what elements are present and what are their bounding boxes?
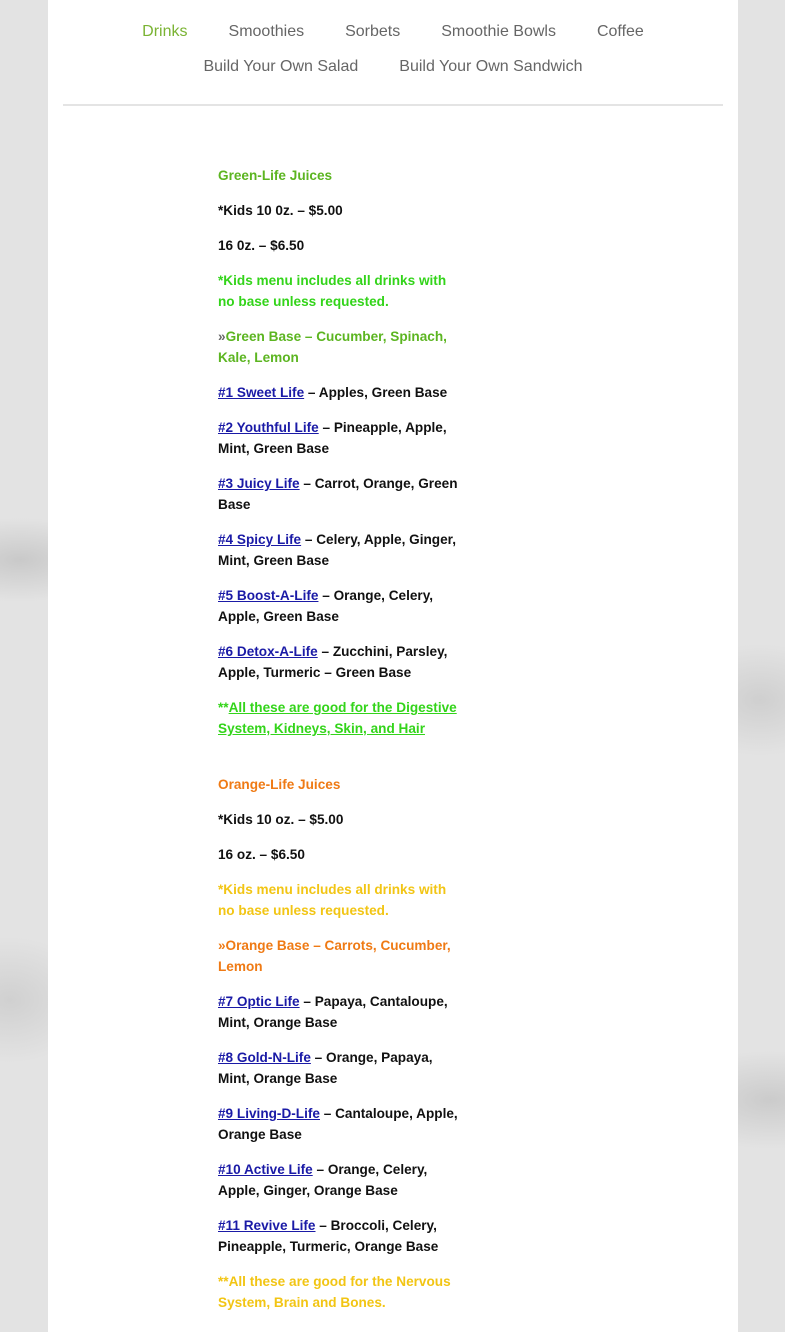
nav-row-primary — [63, 21, 723, 43]
orange-section-heading: Orange-Life Juices — [218, 777, 341, 792]
green-benefit-link[interactable]: All these are good for the Digestive System, Kidneys, Skin, and Hair — [218, 700, 457, 736]
green-benefit-note — [218, 697, 458, 739]
menu-item-link[interactable]: #1 Sweet Life — [218, 385, 305, 400]
menu-item-desc: – Zucchini, Parsley, Apple, Turmeric – Green Base — [218, 644, 448, 680]
orange-base-description: »Orange Base – Carrots, Cucumber, Lemon — [218, 938, 451, 974]
nav-item-sorbets[interactable]: Sorbets — [345, 23, 401, 40]
nav-item-drinks[interactable]: Drinks — [142, 23, 188, 40]
nav-item-build-sandwich[interactable]: Build Your Own Sandwich — [399, 58, 583, 75]
green-section-heading: Green-Life Juices — [218, 168, 333, 183]
green-benefit-prefix: ** — [218, 700, 229, 715]
menu-item-desc: – Apples, Green Base — [304, 385, 448, 400]
nav-item-build-salad[interactable]: Build Your Own Salad — [203, 58, 359, 75]
menu-item — [218, 473, 458, 515]
page-container — [48, 0, 738, 1332]
menu-item — [218, 585, 458, 627]
section-spacer — [218, 753, 458, 774]
main-navigation — [63, 0, 723, 106]
menu-item-desc: – Orange, Papaya, Mint, Orange Base — [218, 1050, 433, 1086]
nav-item-smoothie-bowls[interactable]: Smoothie Bowls — [441, 23, 556, 40]
menu-item-desc: – Carrot, Orange, Green Base — [218, 476, 458, 512]
menu-item-desc: – Celery, Apple, Ginger, Mint, Green Base — [218, 532, 456, 568]
menu-item — [218, 1103, 458, 1145]
menu-item — [218, 417, 458, 459]
menu-item — [218, 641, 458, 683]
nav-item-coffee[interactable]: Coffee — [596, 23, 644, 40]
menu-item-link[interactable]: #6 Detox-A-Life — [218, 644, 318, 659]
menu-item-link[interactable]: #7 Optic Life — [218, 994, 300, 1009]
menu-item-link[interactable]: #5 Boost-A-Life — [218, 588, 319, 603]
menu-item-link[interactable]: #8 Gold-N-Life — [218, 1050, 311, 1065]
menu-item — [218, 1047, 458, 1089]
menu-item — [218, 1215, 458, 1257]
green-base-text: Green Base – Cucumber, Spinach, Kale, Lemon — [218, 329, 447, 365]
green-adult-price: 16 0z. – $6.50 — [218, 238, 305, 253]
menu-item-desc: – Pineapple, Apple, Mint, Green Base — [218, 420, 447, 456]
orange-kids-note: *Kids menu includes all drinks with no base unless requested. — [218, 882, 447, 918]
green-kids-note: *Kids menu includes all drinks with no base unless requested. — [218, 273, 447, 309]
orange-adult-price: 16 oz. – $6.50 — [218, 847, 305, 862]
green-kids-price: *Kids 10 0z. – $5.00 — [218, 203, 343, 218]
menu-item — [218, 1159, 458, 1201]
menu-item-link[interactable]: #10 Active Life — [218, 1162, 313, 1177]
green-base-description — [218, 326, 458, 368]
green-base-prefix: » — [218, 329, 226, 344]
nav-row-secondary — [63, 56, 723, 78]
menu-item-link[interactable]: #11 Revive Life — [218, 1218, 316, 1233]
menu-item-link[interactable]: #9 Living-D-Life — [218, 1106, 320, 1121]
menu-item-link[interactable]: #3 Juicy Life — [218, 476, 300, 491]
nav-item-smoothies[interactable]: Smoothies — [228, 23, 305, 40]
menu-item-link[interactable]: #2 Youthful Life — [218, 420, 319, 435]
menu-item-link[interactable]: #4 Spicy Life — [218, 532, 302, 547]
orange-kids-price: *Kids 10 oz. – $5.00 — [218, 812, 344, 827]
menu-item-desc: – Papaya, Cantaloupe, Mint, Orange Base — [218, 994, 448, 1030]
menu-item — [218, 991, 458, 1033]
drinks-menu-content — [218, 165, 458, 1327]
menu-item-desc: – Orange, Celery, Apple, Green Base — [218, 588, 434, 624]
orange-benefit-note: **All these are good for the Nervous System, Brain and Bones. — [218, 1274, 451, 1310]
menu-item-desc: – Orange, Celery, Apple, Ginger, Orange Base — [218, 1162, 428, 1198]
menu-item-desc: – Cantaloupe, Apple, Orange Base — [218, 1106, 458, 1142]
menu-item — [218, 382, 458, 403]
menu-item — [218, 529, 458, 571]
menu-item-desc: – Broccoli, Celery, Pineapple, Turmeric, Orange Base — [218, 1218, 439, 1254]
